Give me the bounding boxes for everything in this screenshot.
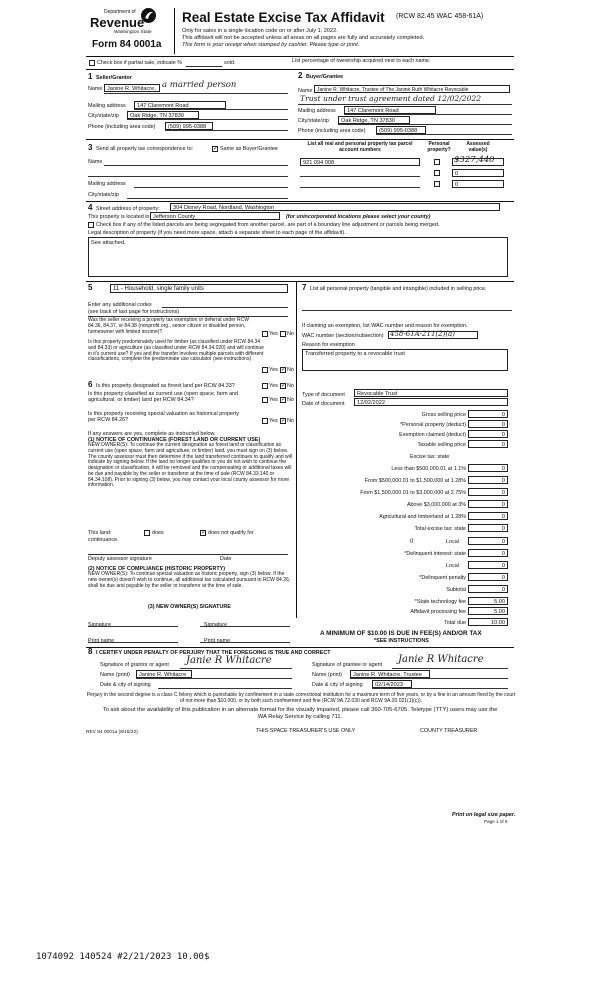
sec5-q2: Is this property predominately used for timber (as classified under RCW 84.34 and 84.33) or agriculture (as classified under RCW 84.34.020) and will continue in it's current use? If yes and the transfer involves multiple parcels with different classifications, complete the predominate use calculator (see instructions) [88, 339, 264, 363]
gross-field[interactable]: 0 [468, 410, 508, 418]
county-treasurer-label: COUNTY TREASURER [420, 728, 478, 734]
sec3-number: 3 [88, 143, 93, 152]
penalty-field[interactable]: 0 [468, 573, 508, 581]
legal-paper-note: Print on legal size paper. [452, 812, 516, 818]
bracket-1-label: Less than $500,000.01 at 1.1% [391, 466, 466, 472]
see-instructions: *SEE INSTRUCTIONS [374, 638, 429, 644]
agri-field[interactable]: 0 [468, 512, 508, 520]
sec7-label: List all personal property (tangible and intangible) included in selling price. [310, 286, 487, 292]
taxable-field[interactable]: 0 [468, 440, 508, 448]
sec5-q2-no[interactable]: ✓ [281, 367, 287, 373]
bracket-4-label: Above $3,000,000 at 3% [406, 502, 466, 508]
seller-name-handwriting: a married person [162, 80, 237, 90]
seller-phone-field[interactable]: (509) 995-0388 [165, 122, 213, 130]
seller-heading: Seller/Grantor [96, 75, 132, 81]
total-due-field[interactable]: 10.00 [468, 618, 508, 626]
partial-sale-checkbox[interactable] [89, 60, 95, 66]
grantee-print-label: Name (print) [312, 672, 342, 678]
wac-label: WAC number (section/subsection) [302, 333, 384, 339]
del-state-label: *Delinquent interest: state [404, 551, 466, 557]
does-label: does [152, 530, 164, 536]
local-b-label: Local [446, 563, 459, 569]
del-state-field[interactable]: 0 [468, 549, 508, 557]
sec6-q1: Is this property designated as forest land per RCW 84.33? [96, 383, 235, 389]
revenue-label: Revenue [90, 15, 145, 30]
grantee-date-label: Date & city of signing [312, 682, 363, 688]
sec5-number: 5 [88, 283, 93, 292]
does-not-label: does not qualify for [208, 530, 254, 536]
sec6-q2-yes-label: Yes [269, 397, 278, 403]
seller-section-number: 1 [88, 72, 93, 81]
grantor-date-label: Date & city of signing [100, 682, 151, 688]
partial-sold-label: sold. [224, 60, 236, 66]
seller-city-label: City/state/zip [88, 113, 119, 119]
parcel-number-field[interactable]: 921 094 008 [300, 158, 420, 166]
grantor-print-label: Name (print) [100, 672, 130, 678]
gross-label: Gross selling price [421, 412, 466, 418]
taxable-label: Taxable selling price [417, 442, 466, 448]
buyer-section-number: 2 [298, 71, 303, 80]
sec6-q1-yes-label: Yes [269, 383, 278, 389]
bracket-4-field[interactable]: 0 [468, 500, 508, 508]
subtotal-label: Subtotal [446, 587, 466, 593]
wac-value: 458-61A-211(2)(a) [390, 330, 455, 338]
assessed-value-field-3[interactable]: 0 [452, 180, 504, 188]
sec3-city-label: City/state/zip [88, 192, 119, 198]
street-label: Street address of property: [96, 206, 160, 212]
sec6-q2-no-label: No [287, 397, 294, 403]
ownership-note: List percentage of ownership acquired next to each name. [292, 58, 431, 64]
header-line-1: Only for sales in a single location code on or after July 1, 2022. [182, 28, 338, 34]
buyer-name-handwriting: Trust under trust agreement dated 12/02/2022 [300, 94, 482, 103]
bracket-3-label: From $1,500,000.01 to $3,000,000 at 2.75% [360, 490, 466, 496]
assessed-value-handwriting: $327,440 [454, 155, 495, 165]
total-state-field[interactable]: 0 [468, 524, 508, 532]
personal-deduct-field[interactable]: 0 [468, 420, 508, 428]
grantee-signature: Janie R Whitacre [398, 654, 484, 665]
seller-phone-label: Phone (including area code) [88, 124, 156, 130]
tech-fee-label: *State technology fee [414, 599, 466, 605]
same-as-buyer-label: Same as Buyer/Grantee [220, 146, 278, 152]
sec3-label: Send all property tax correspondence to: [96, 146, 194, 152]
parcel-col-head: List all real and personal property tax parcel account numbers [307, 141, 413, 153]
sec5-q2-yes-label: Yes [269, 367, 278, 373]
total-due-label: Total due [444, 620, 466, 626]
bracket-2-field[interactable]: 0 [468, 476, 508, 484]
street-field[interactable]: 304 Disney Road, Nordland, Washington [170, 203, 500, 211]
segregated-checkbox[interactable] [88, 222, 94, 228]
owner-print-label-1: Print name [88, 638, 115, 644]
assessed-value-field-2[interactable]: 0 [452, 169, 504, 177]
seller-name-field[interactable]: Janine R. Whitacre, [104, 84, 160, 92]
buyer-mailing-field[interactable]: 147 Claremont Road [344, 106, 436, 114]
buyer-city-field[interactable]: Oak Ridge, TN 37830 [338, 116, 410, 124]
grantee-print-field[interactable]: Janine R. Whitacre, Trustee [350, 670, 430, 678]
sec3-mailing-label: Mailing address [88, 181, 126, 187]
deputy-date-label: Date [220, 556, 232, 562]
penalty-label: *Delinquent penalty [419, 575, 466, 581]
located-label: This property is located in [88, 214, 150, 220]
tech-fee-field[interactable]: 5.00 [468, 597, 508, 605]
sec6-q3-no-label: No [287, 418, 294, 424]
buyer-city-label: City/state/zip [298, 118, 329, 124]
assessed-col-head: Assessed value(s) [466, 141, 490, 153]
excise-state-head: Excise tax: state [410, 454, 450, 460]
owner-sig-label-2: Signature [204, 622, 228, 628]
sec5-q2-yes[interactable] [262, 367, 268, 373]
rev-label: REV 84 0001a (8/15/22) [86, 730, 138, 735]
notice1-title: (1) NOTICE OF CONTINUANCE (FOREST LAND OR CURRENT USE) [88, 437, 261, 443]
header-line-3: This form is your receipt when stamped by cashier. Please type or print. [182, 42, 360, 48]
sec5-q1-yes-label: Yes [269, 331, 278, 337]
sig-grantee-label: Signature of grantee or agent [312, 662, 383, 668]
header-line-2: This affidavit will not be accepted unless all areas on all pages are fully and accurately completed. [182, 35, 425, 41]
personal-property-checkbox-3[interactable] [434, 181, 440, 187]
this-land-label: This land: [88, 530, 112, 536]
seller-city-field[interactable]: Oak Ridge, TN 37830 [127, 111, 199, 119]
does-qualify-checkbox[interactable] [144, 530, 150, 536]
treasurer-use-label: THIS SPACE TREASURER'S USE ONLY [256, 728, 356, 734]
local-a-label: Local [446, 539, 459, 545]
exempt-note: If claiming an exemption, list WAC number and reason for exemption. [302, 323, 468, 329]
sec6-q1-yes[interactable] [262, 383, 268, 389]
doc-date-label: Date of document [302, 401, 345, 407]
sec6-q3-yes-label: Yes [269, 418, 278, 424]
county-select[interactable]: Jefferson County [150, 212, 280, 220]
buyer-name-label: Name [298, 88, 313, 94]
buyer-mailing-label: Mailing address [298, 108, 336, 114]
perjury-notice: Perjury in the second degree is a class C felony which is punishable by confinement in a state correctional institution for a maximum term of five years, or by a fine in an amount fixed by the court of not more than $10,000, or by both such confinement and fine (RCW 9A.72.030 and RCW 9A.20.021(1)(c)). [86, 692, 516, 704]
seller-mailing-field[interactable]: 147 Claremont Road [134, 101, 226, 109]
form-title: Real Estate Excise Tax Affidavit [182, 10, 385, 25]
grantee-date-field[interactable]: 02/14/2023 [372, 680, 412, 688]
owner-print-label-2: Print name [204, 638, 231, 644]
does-not-qualify-checkbox[interactable]: ✓ [201, 530, 207, 536]
personal-property-checkbox-2[interactable] [434, 170, 440, 176]
grantor-signature: Janie R Whitacre [186, 655, 272, 666]
state-label: Washington State [114, 30, 152, 35]
personal-col-head: Personal property? [427, 141, 451, 153]
doc-date-field[interactable]: 12/02/2022 [354, 398, 508, 406]
sec6-q2-yes[interactable] [262, 397, 268, 403]
form-rcw: (RCW 82.45 WAC 458-61A) [396, 13, 484, 20]
reason-label: Reason for exemption [302, 342, 355, 348]
personal-property-checkbox-1[interactable] [434, 159, 440, 165]
page-number: Page 1 of 6 [484, 819, 508, 824]
sec6-q2: Is this property classified as current use (open space, farm and agricultural, or timber) land per RCW 84.34? [88, 391, 239, 404]
sec3-name-label: Name [88, 159, 103, 165]
sec6-note: If any answers are yes, complete as instructed below. [88, 431, 216, 437]
sec5-q2-no-label: No [287, 367, 294, 373]
local-a-field[interactable]: 0 [468, 537, 508, 545]
exemption-label: Exemption claimed (deduct) [399, 432, 466, 438]
owner-sig-label-1: Signature [88, 622, 112, 628]
sec6-q3-no[interactable]: ✓ [281, 418, 287, 424]
sec6-q3: Is this property receiving special valuation as historical property per RCW 84.26? [88, 411, 240, 424]
seller-mailing-label: Mailing address [88, 103, 126, 109]
sec6-q1-no[interactable]: ✓ [281, 383, 287, 389]
codes-note: (see back of last page for instructions) [88, 309, 180, 315]
proc-fee-field[interactable]: 5.00 [468, 607, 508, 615]
sec6-number: 6 [88, 380, 93, 389]
buyer-phone-label: Phone (including area code) [298, 128, 366, 134]
total-state-label: Total excise tax: state [414, 526, 466, 532]
sec5-q1-yes[interactable] [262, 331, 268, 337]
reason-field[interactable]: Transferred property to a revocable trust [302, 349, 508, 371]
sec5-q1: Was the seller receiving a property tax exemption or deferral under RCW 84.36, 84.37, or 84.38 (nonprofit org., senior citizen or disabled person, homeowner with limited income)? [88, 317, 249, 335]
certify-text: I CERTIFY UNDER PENALTY OF PERJURY THAT THE FOREGOING IS TRUE AND CORRECT [96, 650, 331, 656]
sec5-q1-no-label: No [287, 331, 294, 337]
buyer-name-field[interactable]: Janine R. Whitacre, Trustee of The Janine Ruth Whitacre Revocable [314, 85, 510, 93]
codes-label: Enter any additional codes [88, 302, 152, 308]
sec6-q3-yes[interactable] [262, 418, 268, 424]
dept-label: Department of [104, 9, 136, 15]
legal-description-box[interactable] [88, 237, 508, 277]
form-number: Form 84 0001a [92, 39, 162, 50]
sec8-number: 8 [88, 647, 93, 656]
notice1-text: NEW OWNER(S): To continue the current designation as forest land or classification as current use (open space, farm and agriculture, or timber) land, you must sign on (3) below. The county assessor must then determine if the land transferred continues to qualify and will indicate by signing below. If the land no longer qualifies or you do not wish to continue the designation or classification, it will be removed and the compensating or additional taxes will be due and payable by the seller or transferor at the time of sale (RCW 84.33.140 or 84.34.108). Prior to signing (3) below, you may contact your local county assessor for more information. [88, 442, 292, 489]
notice2-title: (2) NOTICE OF COMPLIANCE (HISTORIC PROPERTY) [88, 566, 226, 572]
notice3-title: (3) NEW OWNER(S) SIGNATURE [148, 604, 231, 610]
minimum-note: A MINIMUM OF $10.00 IS DUE IN FEE(S) AND/OR TAX [320, 630, 482, 637]
bracket-3-field[interactable]: 0 [468, 488, 508, 496]
legal-label: Legal description of property (if you need more space, attach a separate sheet to each page of the affidavit). [88, 230, 346, 236]
buyer-heading: Buyer/Grantee [306, 74, 344, 80]
legal-description-text: See attached. [91, 240, 126, 246]
doc-type-label: Type of document [302, 392, 345, 398]
sec6-q1-no-label: No [287, 383, 294, 389]
personal-deduct-label: *Personal property (deduct) [400, 422, 466, 428]
doc-type-field[interactable]: Revocable Trust [354, 389, 508, 397]
alt-format-notice: To ask about the availability of this publication in an alternate format for the visually impaired, please call 360-705-6705. Teletype (TTY) users may use the WA Relay Service by calling 711. [102, 707, 498, 720]
sec4-number: 4 [88, 203, 93, 212]
sig-grantor-label: Signature of grantor or agent [100, 662, 169, 668]
sec5-q1-no[interactable] [280, 331, 286, 337]
notice2-text: NEW OWNER(S): To continue special valuation as historic property, sign (3) below. If the new owner(s) doesn't wish to continue, all additional tax calculated pursuant to RCW 84.26, shall be due and payable by the seller or transferor at the time of sale. [88, 571, 291, 589]
exemption-field[interactable]: 0 [468, 430, 508, 438]
sec7-number: 7 [302, 283, 307, 292]
bracket-1-field[interactable]: 0 [468, 464, 508, 472]
partial-sale-label: Check box if partial sale, indicate % [97, 60, 183, 66]
segregated-label: Check box if any of the listed parcels are being segregated from another parcel, are part of a boundary line adjustment or parcels being merged. [96, 222, 440, 228]
grantor-print-field[interactable]: Janine R. Whitacre [136, 670, 192, 678]
buyer-phone-field[interactable]: (509) 995-0388 [376, 126, 426, 134]
agri-label: Agricultural and timberland at 1.28% [379, 514, 466, 520]
proc-fee-label: Affidavit processing fee [410, 609, 466, 615]
subtotal-field[interactable]: 0 [468, 585, 508, 593]
same-as-buyer-checkbox[interactable]: ✓ [213, 146, 219, 152]
uninc-note: (for unincorporated locations please select your county) [286, 214, 431, 220]
seller-name-label: Name [88, 86, 103, 92]
bracket-2-label: From $500,000.01 to $1,500,000 at 1.28% [364, 478, 466, 484]
local-a-value: 0 [410, 539, 414, 545]
land-use-select[interactable]: 11 - Household, single family units [110, 284, 288, 293]
continuance-label: continuance. [88, 537, 119, 543]
local-b-field[interactable]: 0 [468, 561, 508, 569]
sec6-q2-no[interactable]: ✓ [281, 397, 287, 403]
recording-stamp: 1074092 140524 #2/21/2023 10.00$ [36, 952, 210, 962]
deputy-label: Deputy assessor signature [88, 556, 152, 562]
